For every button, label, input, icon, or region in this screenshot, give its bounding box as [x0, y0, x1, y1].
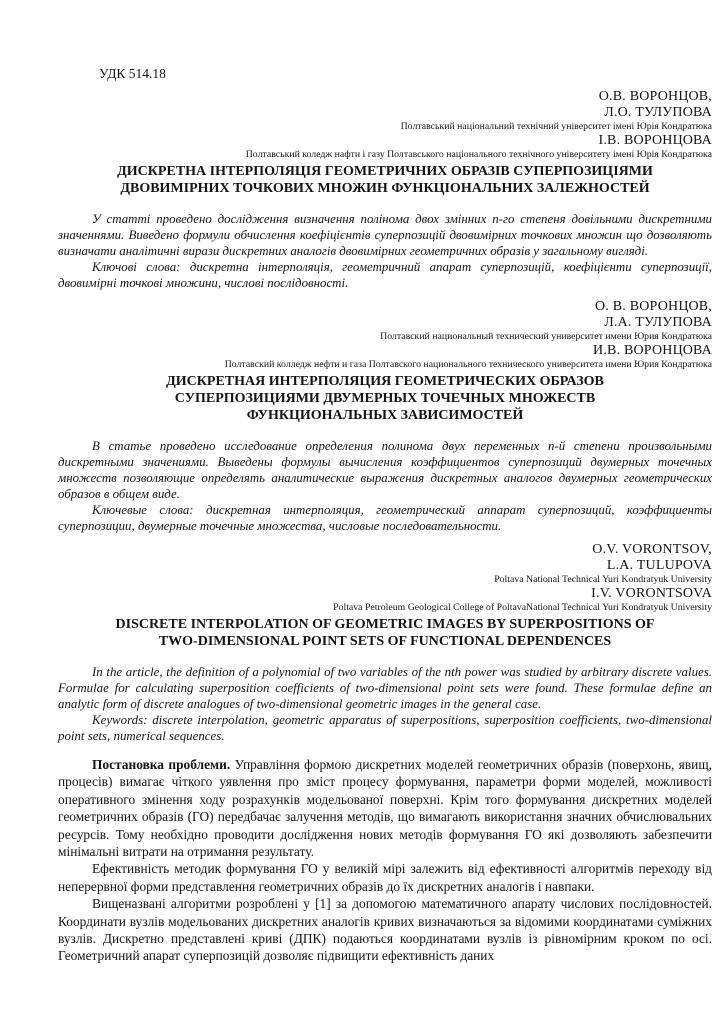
ua-keywords-text: дискретна інтерполяція, геометричний апарат суперпозицій, коефіцієнти суперпозиції, двовимірні точкові множини, числові послідовності.: [58, 260, 712, 290]
section-ukrainian: [58, 89, 712, 291]
ru-abstract-block: [58, 438, 712, 534]
ru-title-line-1: ДИСКРЕТНАЯ ИНТЕРПОЛЯЦИЯ ГЕОМЕТРИЧЕСКИХ ОБРАЗОВ: [166, 374, 604, 389]
en-authors: [58, 542, 712, 613]
ru-keywords-text: дискретная интерполяция, геометрический аппарат суперпозиций, коэффициенты суперпозиции, двумерные точечные множества, числовые последовательности.: [58, 503, 712, 533]
ua-abstract-block: [58, 211, 712, 291]
en-article-title: [58, 616, 712, 650]
ua-keywords-label: Ключові слова:: [92, 260, 181, 274]
ru-authors: [58, 299, 712, 370]
en-affiliation-college: Poltava Petroleum Geological College of PoltavaNational Technical Yuri Kondratyuk University: [333, 601, 712, 613]
ru-author-vorontsova: И.В. ВОРОНЦОВА: [593, 342, 712, 358]
en-author-tulupova: L.A. TULUPOVA: [606, 558, 712, 573]
en-keywords-text: discrete interpolation, geometric apparatus of superpositions, superposition coefficients, two-dimensional point sets, numerical sequences.: [58, 713, 712, 743]
ru-title-line-2: СУПЕРПОЗИЦИЯМИ ДВУМЕРНЫХ ТОЧЕЧНЫХ МНОЖЕСТВ: [174, 391, 596, 406]
body-paragraph-2: Ефективність методик формування ГО у великій мірі залежить від ефективності алгоритмів переходу від неперервної форми представлення геометричних образів до їх дискретних аналогів і навпаки.: [58, 861, 712, 894]
body-paragraph-3: Вищеназвані алгоритми розроблені у [1] за допомогою математичного апарату числових послідовностей. Координати вузлів модельованих дискретних аналогів кривих визначаються за відомими координатами суміжних вузлів. Дискретно представлені криві (ДПК) подаються координатами вузлів із рівномірним кроком по осі. Геометричний апарат суперпозицій дозволяє підвищити ефективність даних: [58, 896, 712, 964]
ru-title-line-3: ФУНКЦИОНАЛЬНЫХ ЗАВИСИМОСТЕЙ: [246, 408, 524, 423]
ua-authors: [58, 89, 712, 160]
en-title-line-2: TWO-DIMENSIONAL POINT SETS OF FUNCTIONAL DEPENDENCES: [158, 634, 612, 649]
udc-code: УДК 514.18: [99, 66, 166, 81]
section-russian: [58, 299, 712, 534]
ua-author-vorontsov: О.В. ВОРОНЦОВ,: [598, 89, 712, 104]
ua-title-line-1: ДИСКРЕТНА ІНТЕРПОЛЯЦІЯ ГЕОМЕТРИЧНИХ ОБРАЗІВ СУПЕРПОЗИЦІЯМИ: [117, 164, 653, 179]
ua-abstract: У статті проведено дослідження визначення полінома двох змінних n-го степеня довільними дискретними значеннями. Виведено формули обчислення коефіцієнтів суперпозицій двовимірних точкових множин що дозволяють визначати аналітичні вирази дискретних аналогів двовимірних геометричних образів у загальному вигляді.: [58, 212, 712, 258]
ru-keywords-label: Ключевые слова:: [92, 503, 194, 517]
ua-article-title: [58, 163, 712, 197]
en-abstract: In the article, the definition of a polynomial of two variables of the nth power was studied by arbitrary discrete values. Formulae for calculating superposition coefficients of two-dimensional point sets were found. These formulae define an analytic form of discrete analogues of two-dimensional geometric images in the general case.: [58, 665, 712, 711]
ua-keywords: [58, 259, 712, 291]
ua-affiliation-college: Полтавський коледж нафти і газу Полтавського національного технічного університету імені Юрія Кондратюка: [245, 148, 712, 160]
ua-affiliation-university: Полтавський національний технічний університет імені Юрія Кондратюка: [400, 121, 712, 132]
ru-keywords: [58, 502, 712, 534]
en-affiliation-university: Poltava National Technical Yuri Kondratyuk University: [494, 574, 712, 585]
en-keywords: [58, 712, 712, 744]
ru-affiliation-university: Полтавский национальный технический университет имени Юрия Кондратюка: [380, 331, 712, 342]
article-body: [58, 756, 712, 965]
problem-statement-lead: Постановка проблеми.: [92, 757, 231, 772]
ua-author-vorontsova: І.В. ВОРОНЦОВА: [598, 132, 712, 148]
section-english: [58, 542, 712, 744]
en-title-line-1: DISCRETE INTERPOLATION OF GEOMETRIC IMAGES BY SUPERPOSITIONS OF: [115, 617, 655, 632]
ua-title-line-2: ДВОВИМІРНИХ ТОЧКОВИХ МНОЖИН ФУНКЦІОНАЛЬНИХ ЗАЛЕЖНОСТЕЙ: [120, 181, 650, 196]
en-author-vorontsova: I.V. VORONTSOVA: [591, 585, 712, 601]
ru-article-title: [58, 373, 712, 424]
ru-abstract: В статье проведено исследование определения полинома двух переменных n-й степени произвольными дискретными значениями. Выведены формулы вычисления коэффициентов суперпозиций двумерных точечных множеств позволяющие определять аналитические выражения дискретных аналогов двумерных геометрических образов в общем виде.: [58, 439, 712, 501]
en-keywords-label: Keywords:: [92, 713, 148, 727]
en-author-vorontsov: O.V. VORONTSOV,: [592, 542, 712, 557]
ru-affiliation-college: Полтавский колледж нефти и газа Полтавского национального технического университета имени Юрия Кондратюка: [224, 358, 712, 370]
body-paragraph-1-text: Управління формою дискретних моделей геометричних образів (поверхонь, явищ, процесів) вимагає чіткого уявлення про зміст процесу формування, параметри форми моделей, можливості оперативного змінення ходу розрахунків модельованої поверхні. Крім того формування дискретних моделей геометричних образів (ГО) передбачає залучення методів, що вимагають використання значних обчислювальних ресурсів. Тому необхідно проводити дослідження нових методів формування ГО які дозволяють забезпечити мінімальні витрати на отримання результату.: [58, 757, 712, 860]
en-abstract-block: [58, 664, 712, 744]
ru-author-vorontsov: О. В. ВОРОНЦОВ,: [595, 299, 712, 314]
ua-author-tulupova: Л.О. ТУЛУПОВА: [604, 105, 712, 120]
body-paragraph-1: [58, 756, 712, 860]
ru-author-tulupova: Л.А. ТУЛУПОВА: [604, 315, 712, 330]
